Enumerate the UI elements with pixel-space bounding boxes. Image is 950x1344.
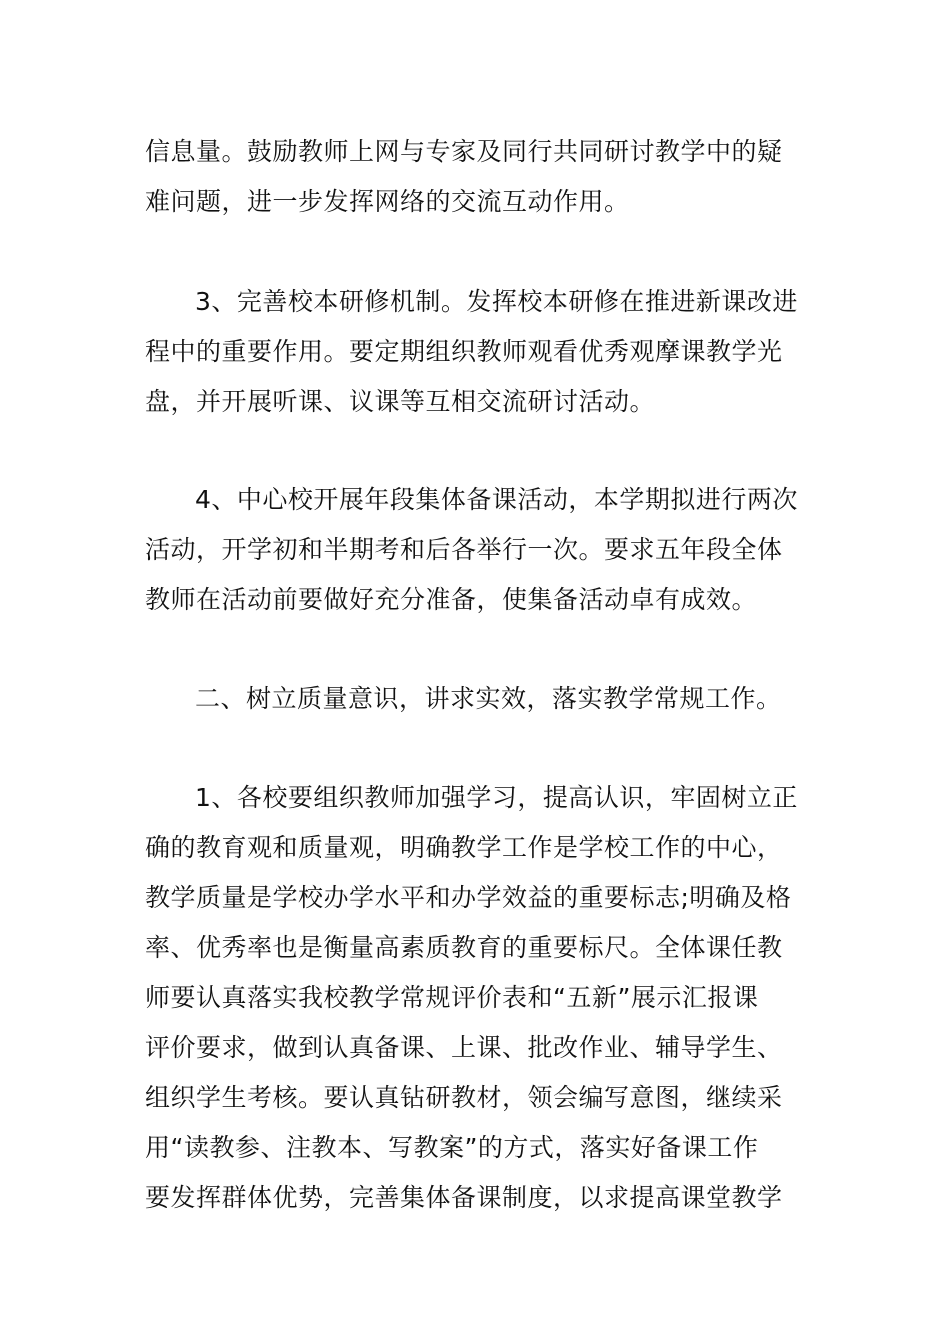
paragraph-teaching-routine — [145, 773, 813, 1223]
text-line: 教师在活动前要做好充分准备，使集备活动卓有成效。 — [145, 585, 758, 614]
text-line: 盘，并开展听课、议课等互相交流研讨活动。 — [145, 387, 656, 416]
paragraph-school-research — [145, 277, 813, 427]
section-heading-quality — [145, 674, 813, 724]
text-line: 程中的重要作用。要定期组织教师观看优秀观摩课教学光 — [145, 337, 783, 366]
text-line: 要发挥群体优势，完善集体备课制度，以求提高课堂教学 — [145, 1183, 783, 1212]
text-line: 评价要求，做到认真备课、上课、批改作业、辅导学生、 — [145, 1033, 783, 1062]
text-line: 活动，开学初和半期考和后各举行一次。要求五年段全体 — [145, 535, 783, 564]
text-line: 组织学生考核。要认真钻研教材，领会编写意图，继续采 — [145, 1083, 783, 1112]
text-line: 二、树立质量意识，讲求实效，落实教学常规工作。 — [195, 684, 782, 713]
paragraph-collective-lesson-prep — [145, 475, 813, 625]
text-line: 3、完善校本研修机制。发挥校本研修在推进新课改进 — [195, 287, 798, 316]
text-line: 率、优秀率也是衡量高素质教育的重要标尺。全体课任教 — [145, 933, 783, 962]
text-line: 师要认真落实我校教学常规评价表和“五新”展示汇报课 — [145, 983, 759, 1012]
text-line: 确的教育观和质量观，明确教学工作是学校工作的中心， — [145, 833, 783, 862]
text-line: 1、各校要组织教师加强学习，提高认识，牢固树立正 — [195, 783, 798, 812]
text-line: 信息量。鼓励教师上网与专家及同行共同研讨教学中的疑 — [145, 137, 783, 166]
text-line: 难问题，进一步发挥网络的交流互动作用。 — [145, 187, 630, 216]
text-line: 用“读教参、注教本、写教案”的方式，落实好备课工作 — [145, 1133, 759, 1162]
text-line: 4、中心校开展年段集体备课活动，本学期拟进行两次 — [195, 485, 798, 514]
text-line: 教学质量是学校办学水平和办学效益的重要标志;明确及格 — [145, 883, 792, 912]
paragraph-network-exchange — [145, 127, 813, 227]
